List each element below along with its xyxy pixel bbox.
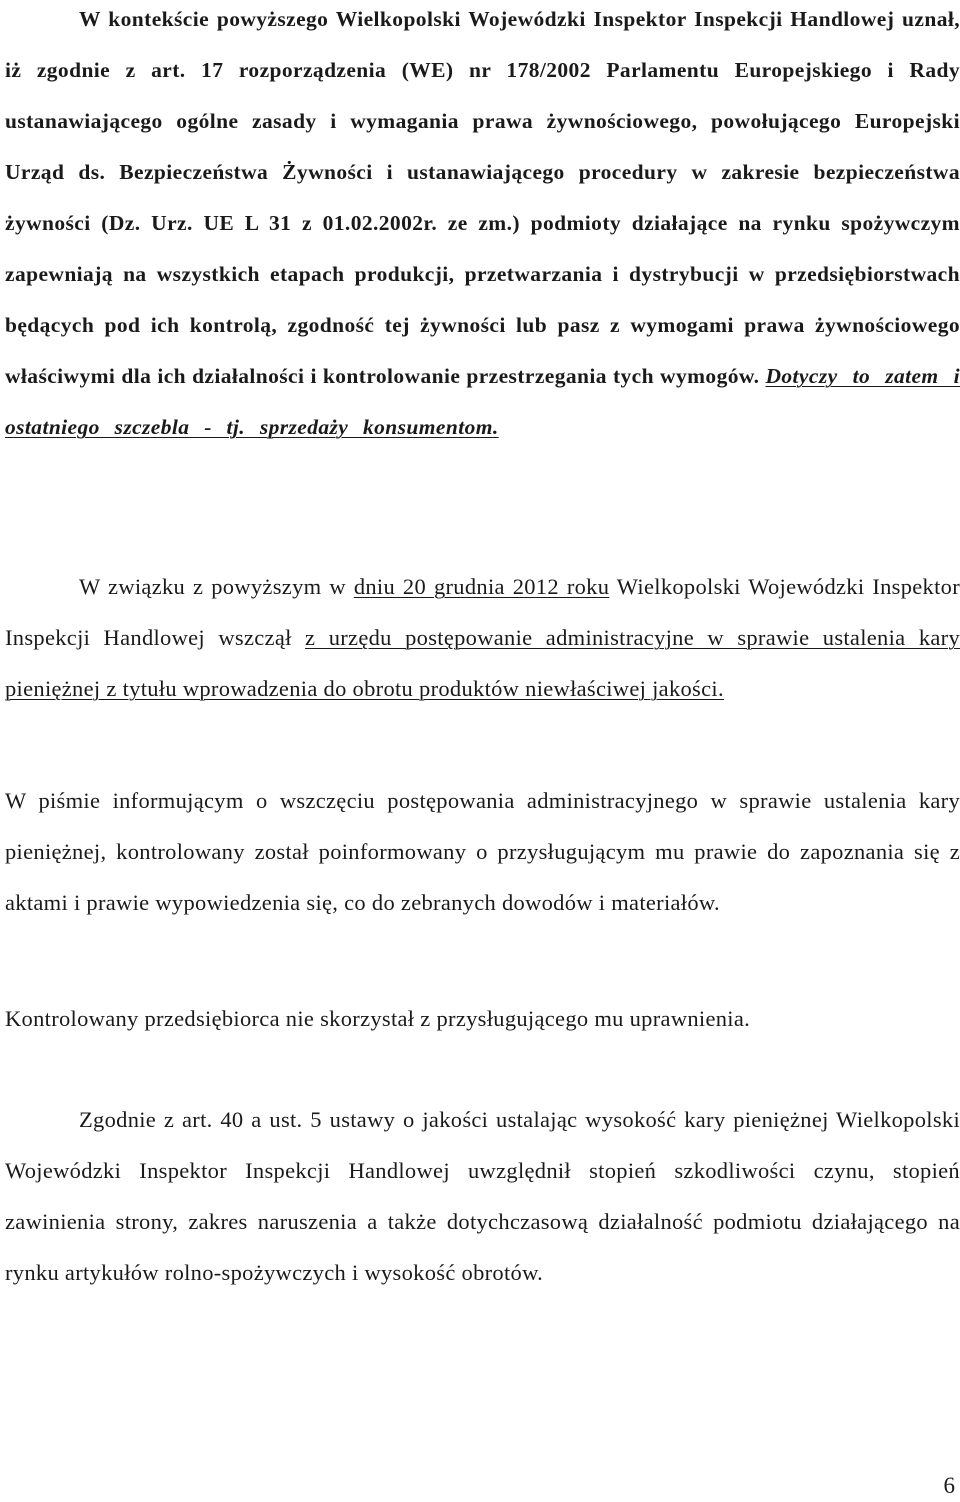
paragraph-penalty-criteria: Zgodnie z art. 40 a ust. 5 ustawy o jakości ustalając wysokość kary pieniężnej Wielkopolski Wojewódzki Inspektor Inspekcji Handlowej uwzględnił stopień szkodliwości czynu, stopień zawinienia strony, zakres naruszenia a także dotychczasową działalność podmiotu działającego na rynku artykułów rolno-spożywczych i wysokość obrotów. [5,1107,960,1285]
paragraph-notification: W piśmie informującym o wszczęciu postępowania administracyjnego w sprawie ustalenia kary pieniężnej, kontrolowany został poinformowany o przysługującym mu prawie do zapoznania się z aktami i prawie wypowiedzenia się, co do zebranych dowodów i materiałów. [5,788,960,915]
paragraph-proceeding-start [5,561,960,714]
emphasis-text: Dotyczy to zatem i ostatniego szczebla - tj. sprzedaży konsumentom. [5,364,960,439]
proceeding-mid-text: Wielkopolski Wojewódzki Inspektor Inspekcji Handlowej wszczął [5,574,960,650]
paragraph-no-action: Kontrolowany przedsiębiorca nie skorzystał z przysługującego mu uprawnienia. [5,1006,751,1031]
proceeding-date: dniu 20 grudnia 2012 roku [353,574,610,599]
page-number: 6 [943,1473,955,1498]
legal-context-text: W kontekście powyższego Wielkopolski Wojewódzki Inspektor Inspekcji Handlowej uznał, iż zgodnie z art. 17 rozporządzenia (WE) nr 178/2002 Parlamentu Europejskiego i Rady ustanawiającego ogólne zasady i wymagania prawa żywnościowego, powołującego Europejski Urząd ds. Bezpieczeństwa Żywności i ustanawiającego procedury w zakresie bezpieczeństwa żywności (Dz. Urz. UE L 31 z 01.02.2002r. ze zm.) podmioty działające na rynku spożywczym zapewniają na wszystkich etapach produkcji, przetwarzania i dystrybucji w przedsiębiorstwach będących pod ich kontrolą, zgodność tej żywności lub pasz z wymogami prawa żywnościowego właściwymi dla ich działalności i kontrolowanie przestrzegania tych wymogów. [5,7,960,388]
proceeding-scope: z urzędu postępowanie administracyjne w sprawie ustalenia kary pieniężnej z tytułu wprowadzenia do obrotu produktów niewłaściwej jakości. [5,625,960,701]
proceeding-intro-text: W związku z powyższym w [79,574,354,599]
paragraph-legal-context [5,0,960,453]
